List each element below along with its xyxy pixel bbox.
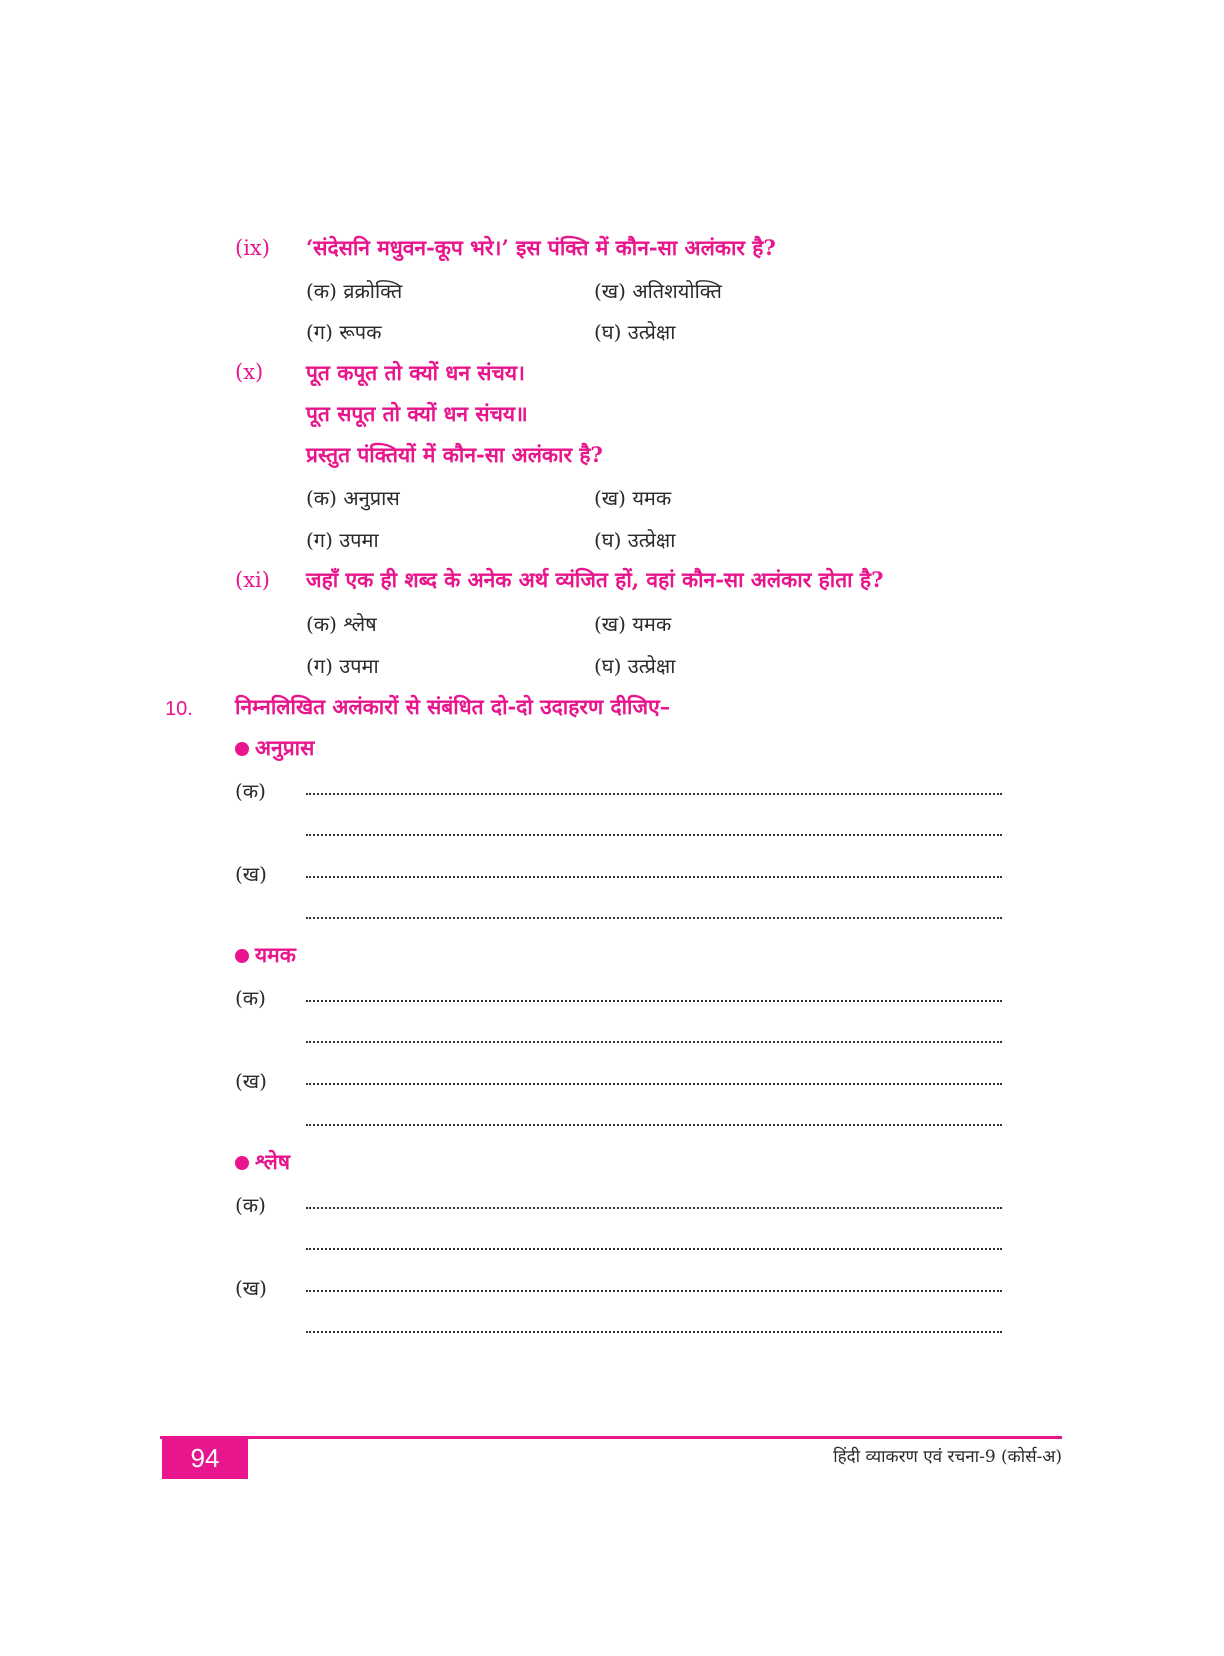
option: (ग) रूपक [306, 320, 382, 344]
option: (घ) उत्प्रेक्षा [594, 654, 676, 678]
answer-line[interactable] [306, 1290, 1002, 1292]
footer-divider [160, 1436, 1062, 1439]
page-number: 94 [162, 1437, 248, 1479]
answer-line[interactable] [306, 1000, 1002, 1002]
section-heading [235, 734, 314, 762]
option: (क) अनुप्रास [306, 486, 400, 510]
answer-label: (क) [235, 986, 266, 1010]
option: (ख) यमक [594, 486, 672, 510]
answer-label: (ख) [235, 1276, 267, 1300]
answer-line[interactable] [306, 1083, 1002, 1085]
question-number: (x) [235, 360, 264, 384]
question-text: प्रस्तुत पंक्तियों में कौन-सा अलंकार है? [306, 442, 603, 467]
section-heading [235, 941, 296, 969]
book-title: हिंदी व्याकरण एवं रचना-9 (कोर्स-अ) [833, 1447, 1062, 1467]
section-title: यमक [255, 942, 296, 967]
answer-label: (ख) [235, 1069, 267, 1093]
section-title: श्लेष [255, 1149, 291, 1174]
answer-label: (क) [235, 1193, 266, 1217]
question-text: ‘संदेसनि मधुवन-कूप भरे।’ इस पंक्ति में कौन-सा अलंकार है? [306, 235, 776, 260]
answer-label: (ख) [235, 862, 267, 886]
answer-line[interactable] [306, 917, 1002, 919]
option: (ख) यमक [594, 612, 672, 636]
option: (ग) उपमा [306, 528, 379, 552]
answer-label: (क) [235, 779, 266, 803]
answer-line[interactable] [306, 1331, 1002, 1333]
option: (क) श्लेष [306, 612, 377, 636]
answer-line[interactable] [306, 1207, 1002, 1209]
bullet-icon [235, 949, 249, 963]
answer-line[interactable] [306, 793, 1002, 795]
option: (घ) उत्प्रेक्षा [594, 320, 676, 344]
section-heading [235, 1148, 290, 1176]
section-title: अनुप्रास [255, 735, 315, 760]
answer-line[interactable] [306, 1124, 1002, 1126]
answer-line[interactable] [306, 876, 1002, 878]
answer-line[interactable] [306, 1248, 1002, 1250]
bullet-icon [235, 1156, 249, 1170]
question-text: पूत सपूत तो क्यों धन संचय॥ [306, 401, 528, 426]
question-number: 10. [165, 698, 193, 720]
answer-line[interactable] [306, 1041, 1002, 1043]
answer-line[interactable] [306, 834, 1002, 836]
question-text: निम्नलिखित अलंकारों से संबंधित दो-दो उदाहरण दीजिए– [235, 694, 671, 719]
option: (ख) अतिशयोक्ति [594, 279, 722, 303]
question-number: (ix) [235, 236, 270, 260]
option: (घ) उत्प्रेक्षा [594, 528, 676, 552]
question-text: पूत कपूत तो क्यों धन संचय। [306, 360, 525, 385]
question-number: (xi) [235, 568, 270, 592]
bullet-icon [235, 742, 249, 756]
option: (ग) उपमा [306, 654, 379, 678]
option: (क) व्रक्रोक्ति [306, 279, 403, 303]
question-text: जहाँ एक ही शब्द के अनेक अर्थ व्यंजित हों, वहां कौन-सा अलंकार होता है? [306, 567, 884, 592]
